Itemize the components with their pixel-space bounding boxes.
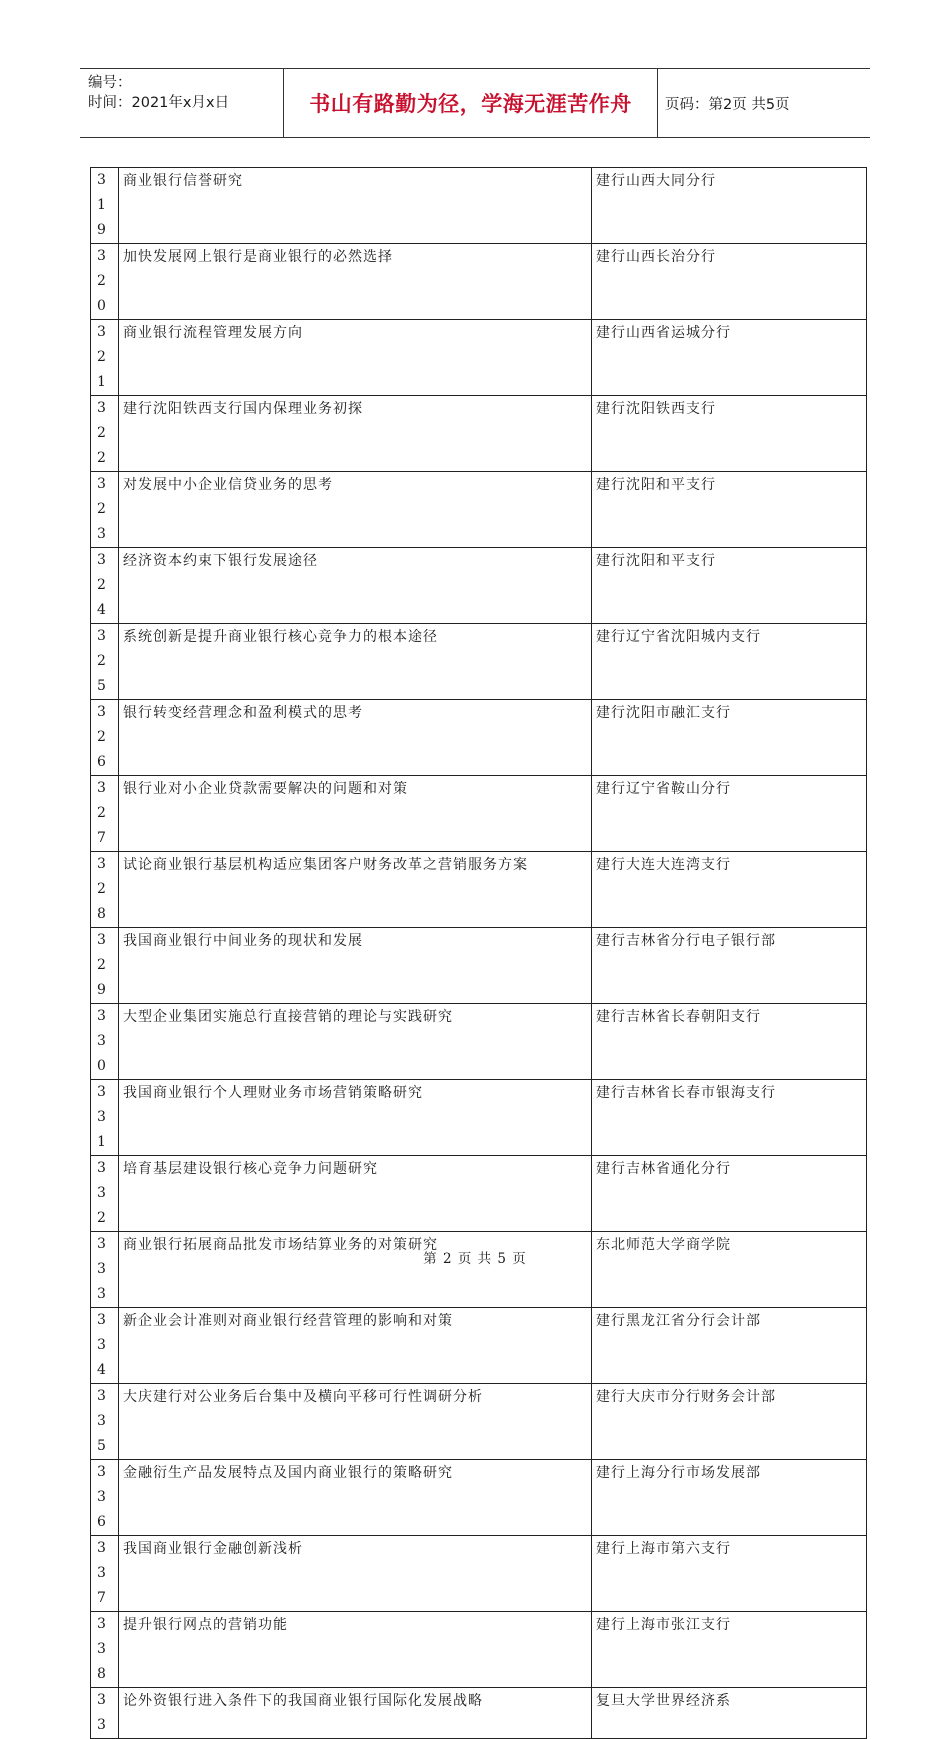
row-number: 338 [97,1616,106,1682]
row-title: 提升银行网点的营销功能 [123,1617,288,1633]
table-row [91,1536,867,1612]
table-row [91,472,867,548]
row-organization: 建行吉林省分行电子银行部 [596,933,776,949]
header-meta [88,73,283,113]
row-org-cell [592,320,867,396]
row-title: 商业银行流程管理发展方向 [123,325,303,341]
row-number-cell [91,700,119,776]
row-organization: 建行吉林省长春市银海支行 [596,1085,776,1101]
row-org-cell [592,928,867,1004]
table-row [91,320,867,396]
row-title-cell [119,1612,592,1688]
row-title: 银行转变经营理念和盈利模式的思考 [123,705,363,721]
row-title-cell [119,1232,592,1308]
table-row [91,776,867,852]
row-title-cell [119,320,592,396]
table-body [91,168,867,1739]
row-number-cell [91,320,119,396]
row-number-cell [91,244,119,320]
row-title: 经济资本约束下银行发展途径 [123,553,318,569]
page-header [80,68,870,138]
table-row [91,852,867,928]
row-number-cell [91,1080,119,1156]
row-organization: 建行山西长治分行 [596,249,716,265]
row-title-cell [119,1004,592,1080]
row-title-cell [119,1536,592,1612]
row-title-cell [119,244,592,320]
table-row [91,1232,867,1308]
row-title-cell [119,1384,592,1460]
row-org-cell [592,1384,867,1460]
row-title: 加快发展网上银行是商业银行的必然选择 [123,249,393,265]
row-number: 33 [97,1692,106,1733]
thesis-table [90,167,867,1739]
row-organization: 建行辽宁省沈阳城内支行 [596,629,761,645]
row-number: 319 [97,172,106,238]
row-number: 333 [97,1236,106,1302]
row-number: 335 [97,1388,106,1454]
row-org-cell [592,1688,867,1739]
row-org-cell [592,1080,867,1156]
row-title-cell [119,548,592,624]
row-org-cell [592,852,867,928]
row-organization: 建行沈阳和平支行 [596,553,716,569]
row-title: 大庆建行对公业务后台集中及横向平移可行性调研分析 [123,1389,483,1405]
row-title: 系统创新是提升商业银行核心竞争力的根本途径 [123,629,438,645]
row-title-cell [119,928,592,1004]
row-organization: 建行大庆市分行财务会计部 [596,1389,776,1405]
row-org-cell [592,1156,867,1232]
header-divider [657,69,658,137]
row-number: 336 [97,1464,106,1530]
table-row [91,1460,867,1536]
row-organization: 东北师范大学商学院 [596,1237,731,1253]
row-number-cell [91,396,119,472]
row-organization: 建行山西大同分行 [596,173,716,189]
table-row [91,1156,867,1232]
table-row [91,1612,867,1688]
row-title: 建行沈阳铁西支行国内保理业务初探 [123,401,363,417]
row-number-cell [91,548,119,624]
row-number: 330 [97,1008,106,1074]
table-row [91,396,867,472]
row-number: 323 [97,476,106,542]
row-org-cell [592,776,867,852]
page-footer: 第 2 页 共 5 页 [423,1251,527,1267]
row-org-cell [592,624,867,700]
row-title-cell [119,1080,592,1156]
row-number: 331 [97,1084,106,1150]
row-organization: 建行沈阳和平支行 [596,477,716,493]
row-org-cell [592,1612,867,1688]
row-number-cell [91,1536,119,1612]
row-organization: 建行黑龙江省分行会计部 [596,1313,761,1329]
row-title-cell [119,776,592,852]
row-organization: 建行吉林省通化分行 [596,1161,731,1177]
row-number: 327 [97,780,106,846]
table-row [91,1080,867,1156]
row-org-cell [592,1232,867,1308]
row-organization: 建行沈阳铁西支行 [596,401,716,417]
row-number: 321 [97,324,106,390]
row-org-cell [592,244,867,320]
row-number: 325 [97,628,106,694]
row-org-cell [592,1536,867,1612]
row-org-cell [592,396,867,472]
row-title-cell [119,852,592,928]
row-number-cell [91,1156,119,1232]
row-number-cell [91,1612,119,1688]
row-number: 320 [97,248,106,314]
table-row [91,700,867,776]
header-motto: 书山有路勤为径，学海无涯苦作舟 [309,92,632,116]
row-org-cell [592,1004,867,1080]
row-organization: 建行吉林省长春朝阳支行 [596,1009,761,1025]
row-title-cell [119,1460,592,1536]
row-title-cell [119,1308,592,1384]
table-row [91,1384,867,1460]
row-number-cell [91,472,119,548]
row-number-cell [91,852,119,928]
row-organization: 建行上海市张江支行 [596,1617,731,1633]
row-org-cell [592,700,867,776]
row-number-cell [91,1688,119,1739]
row-number: 322 [97,400,106,466]
row-number: 337 [97,1540,106,1606]
row-number-cell [91,776,119,852]
row-title-cell [119,700,592,776]
row-title: 培育基层建设银行核心竞争力问题研究 [123,1161,378,1177]
table-row [91,1004,867,1080]
row-title: 大型企业集团实施总行直接营销的理论与实践研究 [123,1009,453,1025]
row-organization: 建行上海市第六支行 [596,1541,731,1557]
row-title-cell [119,396,592,472]
row-number: 329 [97,932,106,998]
row-org-cell [592,1308,867,1384]
row-organization: 建行辽宁省鞍山分行 [596,781,731,797]
row-number-cell [91,1460,119,1536]
table-row [91,624,867,700]
row-org-cell [592,548,867,624]
row-title: 金融衍生产品发展特点及国内商业银行的策略研究 [123,1465,453,1481]
row-title-cell [119,168,592,244]
row-number-cell [91,624,119,700]
row-title-cell [119,1156,592,1232]
row-organization: 建行大连大连湾支行 [596,857,731,873]
row-number-cell [91,1384,119,1460]
row-title: 我国商业银行个人理财业务市场营销策略研究 [123,1085,423,1101]
row-number: 328 [97,856,106,922]
row-title: 新企业会计准则对商业银行经营管理的影响和对策 [123,1313,453,1329]
row-organization: 建行上海分行市场发展部 [596,1465,761,1481]
time-label: 时间：2021年x月x日 [88,95,230,111]
row-number: 334 [97,1312,106,1378]
row-title: 论外资银行进入条件下的我国商业银行国际化发展战略 [123,1693,483,1709]
table-row [91,168,867,244]
row-organization: 建行沈阳市融汇支行 [596,705,731,721]
row-title-cell [119,1688,592,1739]
table-row [91,1308,867,1384]
number-label: 编号： [88,75,132,91]
row-org-cell [592,1460,867,1536]
row-title: 商业银行拓展商品批发市场结算业务的对策研究 [123,1237,438,1253]
row-title: 银行业对小企业贷款需要解决的问题和对策 [123,781,408,797]
row-title: 试论商业银行基层机构适应集团客户财务改革之营销服务方案 [123,857,528,873]
row-org-cell [592,472,867,548]
row-number-cell [91,1308,119,1384]
row-number: 324 [97,552,106,618]
row-title: 我国商业银行中间业务的现状和发展 [123,933,363,949]
row-title: 对发展中小企业信贷业务的思考 [123,477,333,493]
page-code: 页码：第2页 共5页 [665,96,790,113]
table-row [91,548,867,624]
row-number-cell [91,1232,119,1308]
row-title: 我国商业银行金融创新浅析 [123,1541,303,1557]
table-row [91,1688,867,1739]
row-number-cell [91,168,119,244]
row-org-cell [592,168,867,244]
row-title-cell [119,472,592,548]
row-number: 326 [97,704,106,770]
row-organization: 建行山西省运城分行 [596,325,731,341]
row-organization: 复旦大学世界经济系 [596,1693,731,1709]
row-title-cell [119,624,592,700]
row-title: 商业银行信誉研究 [123,173,243,189]
table-row [91,244,867,320]
row-number: 332 [97,1160,106,1226]
row-number-cell [91,928,119,1004]
table-row [91,928,867,1004]
row-number-cell [91,1004,119,1080]
